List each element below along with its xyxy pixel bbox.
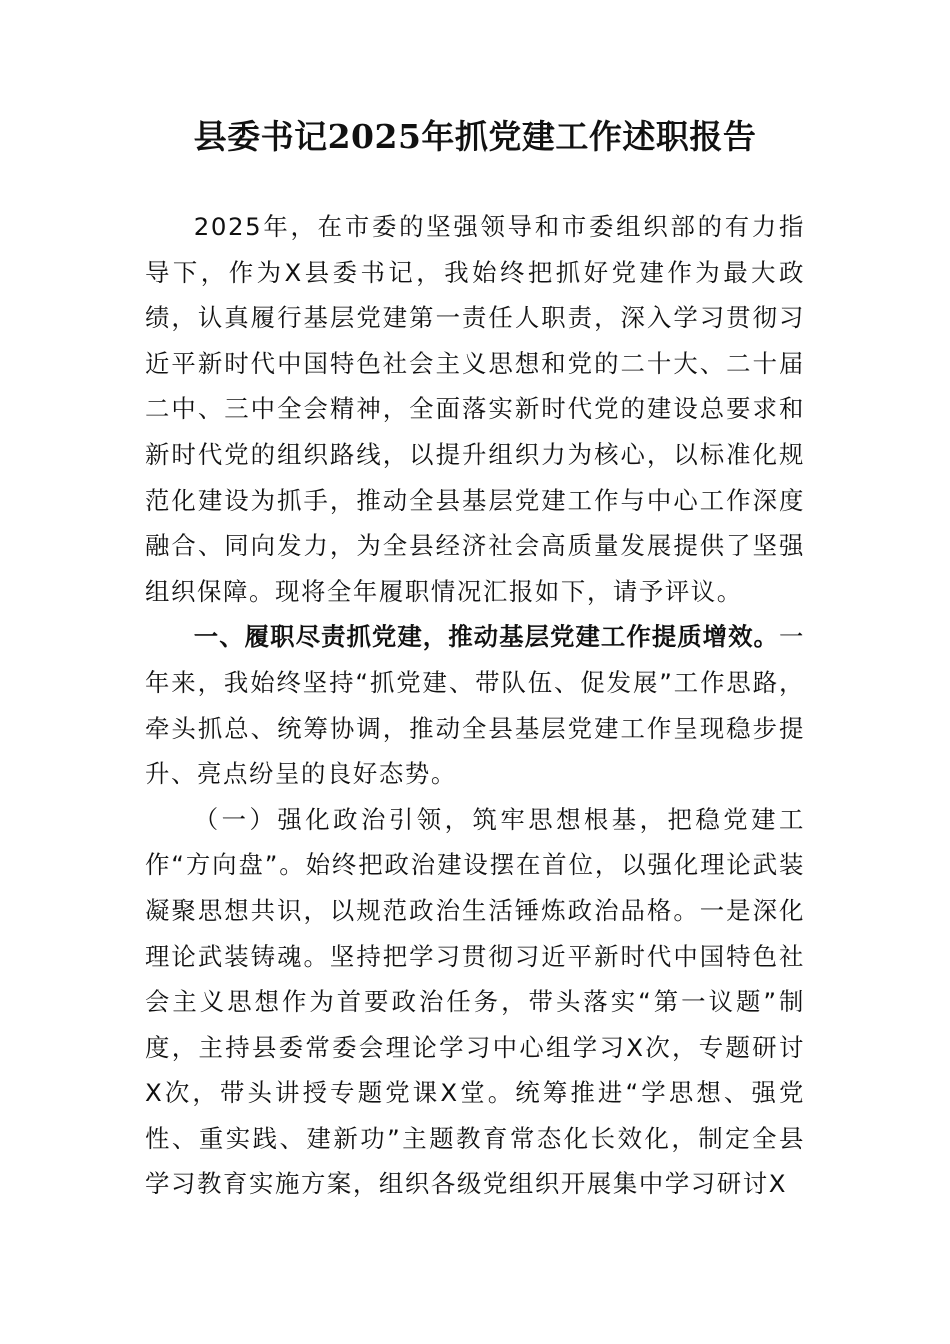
paragraph-intro bbox=[145, 204, 805, 614]
section-one-text: 一年来，我始终坚持“抓党建、带队伍、促发展”工作思路，牵头抓总、统筹协调，推动全县基层党建工作呈现稳步提升、亮点纷呈的良好态势。 bbox=[145, 622, 805, 789]
paragraph-subsection-one bbox=[145, 797, 805, 1207]
section-one-heading: 一、履职尽责抓党建，推动基层党建工作提质增效。 bbox=[193, 622, 779, 652]
document-body bbox=[145, 204, 805, 1207]
paragraph-section-one bbox=[145, 614, 805, 796]
subsection-one-text: （一）强化政治引领，筑牢思想根基，把稳党建工作“方向盘”。始终把政治建设摆在首位，以强化理论武装凝聚思想共识，以规范政治生活锤炼政治品格。一是深化理论武装铸魂。坚持把学习贯彻习近平新时代中国特色社会主义思想作为首要政治任务，带头落实“第一议题”制度，主持县委常委会理论学习中心组学习X次，专题研讨X次，带头讲授专题党课X堂。统筹推进“学思想、强党性、重实践、建新功”主题教育常态化长效化，制定全县学习教育实施方案，组织各级党组织开展集中学习研讨X bbox=[145, 804, 805, 1199]
paragraph-intro-text: 2025年，在市委的坚强领导和市委组织部的有力指导下，作为X县委书记，我始终把抓好党建作为最大政绩，认真履行基层党建第一责任人职责，深入学习贯彻习近平新时代中国特色社会主义思想和党的二十大、二十届二中、三中全会精神，全面落实新时代党的建设总要求和新时代党的组织路线，以提升组织力为核心，以标准化规范化建设为抓手，推动全县基层党建工作与中心工作深度融合、同向发力，为全县经济社会高质量发展提供了坚强组织保障。现将全年履职情况汇报如下，请予评议。 bbox=[145, 212, 805, 606]
document-title: 县委书记2025年抓党建工作述职报告 bbox=[193, 117, 757, 156]
